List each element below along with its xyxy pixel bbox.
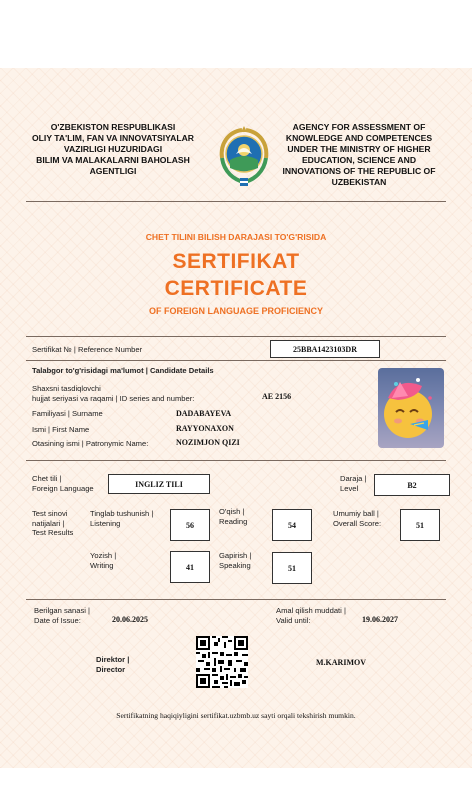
subtitle-uz: CHET TILINI BILISH DARAJASI TO'G'RISIDA [145, 232, 327, 242]
listening-label-line: Listening [90, 518, 121, 528]
test-results-label-line: Test sinovi [32, 509, 68, 518]
header-line: EDUCATION, SCIENCE AND [301, 155, 417, 165]
divider [26, 360, 446, 361]
header-line: OLIY TA'LIM, FAN VA INNOVATSIYALAR [32, 133, 194, 143]
test-results-label-line: Test Results [32, 528, 74, 537]
issue-date-value: 20.06.2025 [112, 615, 148, 624]
reference-number-label: Sertifikat № | Reference Number [32, 345, 143, 354]
first-name-value: RAYYONAXON [176, 424, 234, 433]
patronymic-value: NOZIMJON QIZI [176, 438, 240, 447]
issue-date-label-line: Date of Issue: [34, 615, 81, 625]
surname-value: DADABAYEVA [176, 409, 232, 418]
verification-note: Sertifikatning haqiqiyligini sertifikat.uzbmb.uz sayti orqali tekshirish mumkin. [116, 711, 356, 720]
speaking-label-line: Speaking [219, 560, 251, 570]
listening-score: 56 [170, 509, 210, 541]
level-label-line: Daraja | [340, 474, 367, 483]
subtitle-en: OF FOREIGN LANGUAGE PROFICIENCY [148, 306, 323, 316]
divider [26, 201, 446, 202]
writing-score: 41 [170, 551, 210, 583]
writing-label-line: Writing [90, 560, 114, 570]
agency-name-uz [14, 122, 212, 177]
writing-label [90, 551, 116, 570]
language-value: INGLIZ TILI [108, 474, 210, 494]
candidate-photo [378, 368, 444, 448]
header-line: AGENCY FOR ASSESSMENT OF [292, 122, 426, 132]
director-label [96, 655, 129, 674]
overall-score-label [333, 509, 381, 528]
director-label-line: Direktor | [96, 655, 130, 664]
language-label-line: Foreign Language [32, 483, 94, 493]
language-label [32, 474, 94, 493]
issue-date-label-line: Berilgan sanasi | [34, 606, 91, 615]
header-line: VAZIRLIGI HUZURIDAGI [63, 144, 163, 154]
level-label-line: Level [340, 483, 359, 493]
reading-label-line: Reading [219, 516, 248, 526]
reading-label [219, 507, 247, 526]
speaking-score: 51 [272, 552, 312, 584]
surname-label: Familiyasi | Surname [32, 409, 103, 418]
state-emblem-icon [216, 124, 272, 188]
overall-score-label-line: Umumiy ball | [333, 509, 379, 518]
id-label-line: hujjat seriyasi va raqami | ID series and number: [32, 393, 195, 403]
test-results-label-line: natijalari | [32, 518, 65, 528]
speaking-label-line: Gapirish | [219, 551, 252, 560]
overall-score: 51 [400, 509, 440, 541]
level-label [340, 474, 366, 493]
candidate-section-title: Talabgor to'g'risidagi ma'lumot | Candidate Details [32, 366, 214, 375]
id-label [32, 384, 194, 403]
listening-label [90, 509, 153, 528]
header-line: O'ZBEKISTON RESPUBLIKASI [50, 122, 176, 132]
id-label-line: Shaxsni tasdiqlovchi [32, 384, 101, 393]
title-en: CERTIFICATE [164, 277, 308, 300]
header-line: BILIM VA MALAKALARNI BAHOLASH [36, 155, 190, 165]
issue-date-label [34, 606, 90, 625]
divider [26, 460, 446, 461]
level-value: B2 [374, 474, 450, 496]
director-label-line: Director [96, 664, 126, 674]
certificate-document [0, 68, 472, 768]
listening-label-line: Tinglab tushunish | [90, 509, 154, 518]
agency-name-en [274, 122, 444, 188]
divider [26, 336, 446, 337]
test-results-label [32, 509, 73, 538]
valid-until-label-line: Amal qilish muddati | [276, 606, 346, 615]
header-line: UZBEKISTAN [331, 177, 387, 187]
first-name-label: Ismi | First Name [32, 425, 90, 434]
overall-score-label-line: Overall Score: [333, 518, 382, 528]
valid-until-value: 19.06.2027 [362, 615, 398, 624]
valid-until-label [276, 606, 346, 625]
verification-qr-code [196, 636, 248, 688]
reference-number-value: 25BBA1423103DR [270, 340, 380, 358]
divider [26, 599, 446, 600]
id-value: AE 2156 [262, 392, 292, 401]
reading-score: 54 [272, 509, 312, 541]
header-line: KNOWLEDGE AND COMPETENCES [285, 133, 433, 143]
language-label-line: Chet tili | [32, 474, 62, 483]
speaking-label [219, 551, 251, 570]
header-line: AGENTLIGI [89, 166, 137, 176]
title-uz: SERTIFIKAT [172, 250, 300, 273]
director-name: M.KARIMOV [316, 658, 366, 667]
header-line: UNDER THE MINISTRY OF HIGHER [287, 144, 431, 154]
header-line: INNOVATIONS OF THE REPUBLIC OF [282, 166, 436, 176]
writing-label-line: Yozish | [90, 551, 117, 560]
patronymic-label: Otasining ismi | Patronymic Name: [32, 439, 149, 448]
reading-label-line: O'qish | [219, 507, 245, 516]
valid-until-label-line: Valid until: [276, 615, 311, 625]
